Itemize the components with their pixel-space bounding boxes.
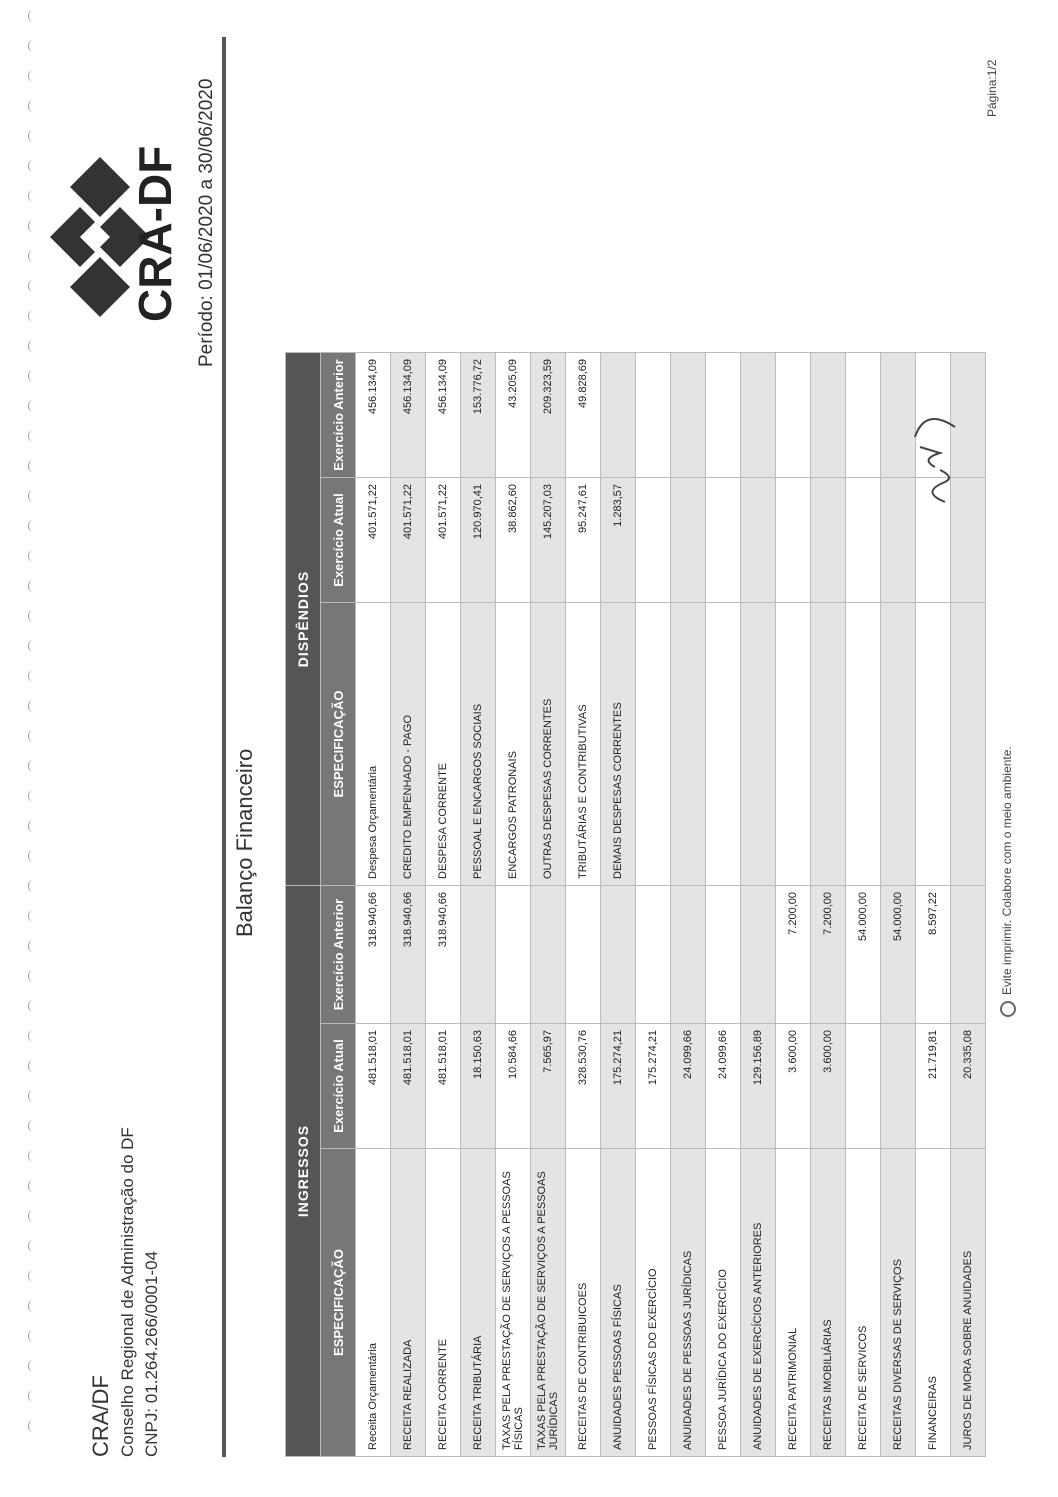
- eco-footer: [1000, 746, 1016, 1017]
- row-value: 95.247,61: [566, 478, 601, 603]
- col-especificacao-out: ESPECIFICAÇÃO: [321, 603, 356, 886]
- row-value: [496, 886, 531, 1024]
- row-value: [706, 886, 741, 1024]
- row-value: [601, 886, 636, 1024]
- col-anterior-in: Exercício Anterior: [321, 886, 356, 1024]
- row-value: [636, 886, 671, 1024]
- row-value: 1.283,57: [601, 478, 636, 603]
- period-label: Período: 01/06/2020 a 30/06/2020: [196, 78, 217, 367]
- row-value: [811, 353, 846, 478]
- header-divider: [222, 37, 226, 1457]
- row-value: [881, 1024, 916, 1149]
- table-row: [671, 353, 706, 1457]
- table-row: [531, 353, 566, 1457]
- org-short: CRA/DF: [88, 1375, 113, 1457]
- row-label: PESSOA JURÍDICA DO EXERCÍCIO: [706, 1149, 741, 1457]
- table-row: [496, 353, 531, 1457]
- table-row: [706, 353, 741, 1457]
- row-value: [706, 478, 741, 603]
- row-value: 481.518,01: [356, 1024, 391, 1149]
- row-value: 7.200,00: [811, 886, 846, 1024]
- row-label: Despesa Orçamentária: [356, 603, 391, 886]
- table-row: [461, 353, 496, 1457]
- row-value: 209.323,59: [531, 353, 566, 478]
- row-value: 456.134,09: [391, 353, 426, 478]
- row-label: [776, 603, 811, 886]
- row-label: CREDITO EMPENHADO - PAGO: [391, 603, 426, 886]
- row-value: [601, 353, 636, 478]
- row-label: [671, 603, 706, 886]
- row-label: [881, 603, 916, 886]
- row-value: 43.205,09: [496, 353, 531, 478]
- row-value: 318.940,66: [356, 886, 391, 1024]
- col-especificacao-in: ESPECIFICAÇÃO: [321, 1149, 356, 1457]
- row-value: 401.571,22: [426, 478, 461, 603]
- row-label: RECEITAS DE CONTRIBUICOES: [566, 1149, 601, 1457]
- row-label: [916, 603, 951, 886]
- row-value: [741, 478, 776, 603]
- org-cnpj: CNPJ: 01.264.266/0001-04: [142, 1250, 161, 1457]
- table-row: [356, 353, 391, 1457]
- row-value: 3.600,00: [811, 1024, 846, 1149]
- page-title: Balanço Financeiro: [232, 748, 257, 937]
- row-label: JUROS DE MORA SOBRE ANUIDADES: [951, 1149, 986, 1457]
- row-value: 120.970,41: [461, 478, 496, 603]
- row-label: RECEITAS DIVERSAS DE SERVIÇOS: [881, 1149, 916, 1457]
- row-value: [846, 1024, 881, 1149]
- row-value: 38.862,60: [496, 478, 531, 603]
- row-value: 10.584,66: [496, 1024, 531, 1149]
- org-name: Conselho Regional de Administração do DF: [118, 1127, 137, 1457]
- table-row: [391, 353, 426, 1457]
- header-left: [88, 1127, 162, 1457]
- row-label: Receita Orçamentária: [356, 1149, 391, 1457]
- table-row: [426, 353, 461, 1457]
- row-label: [741, 603, 776, 886]
- table-row: [566, 353, 601, 1457]
- table-row: [741, 353, 776, 1457]
- logo-text: CRA-DF: [129, 145, 181, 322]
- row-label: TAXAS PELA PRESTAÇÃO DE SERVIÇOS A PESSOAS JURÍDICAS: [531, 1149, 566, 1457]
- row-label: RECEITA CORRENTE: [426, 1149, 461, 1457]
- row-value: [846, 478, 881, 603]
- row-label: RECEITA REALIZADA: [391, 1149, 426, 1457]
- table-row: [601, 353, 636, 1457]
- table-row: [636, 353, 671, 1457]
- table-body: [356, 353, 986, 1457]
- table-row: [951, 353, 986, 1457]
- row-value: 456.134,09: [426, 353, 461, 478]
- row-value: [531, 886, 566, 1024]
- row-label: RECEITA DE SERVICOS: [846, 1149, 881, 1457]
- row-value: [706, 353, 741, 478]
- page-number: Página:1/2: [985, 59, 999, 117]
- row-value: 7.200,00: [776, 886, 811, 1024]
- row-label: DEMAIS DESPESAS CORRENTES: [601, 603, 636, 886]
- row-value: 175.274,21: [601, 1024, 636, 1149]
- row-value: 153.776,72: [461, 353, 496, 478]
- row-label: RECEITA PATRIMONIAL: [776, 1149, 811, 1457]
- row-label: RECEITAS IMOBILIÁRIAS: [811, 1149, 846, 1457]
- row-label: ANUIDADES DE PESSOAS JURÍDICAS: [671, 1149, 706, 1457]
- row-value: 481.518,01: [426, 1024, 461, 1149]
- row-value: 175.274,21: [636, 1024, 671, 1149]
- row-value: [776, 478, 811, 603]
- column-header-row: [321, 353, 356, 1457]
- row-label: ANUIDADES DE EXERCÍCIOS ANTERIORES: [741, 1149, 776, 1457]
- row-label: ENCARGOS PATRONAIS: [496, 603, 531, 886]
- row-value: 18.150,63: [461, 1024, 496, 1149]
- row-value: [566, 886, 601, 1024]
- row-value: 318.940,66: [426, 886, 461, 1024]
- table-row: [776, 353, 811, 1457]
- row-label: OUTRAS DESPESAS CORRENTES: [531, 603, 566, 886]
- row-label: TAXAS PELA PRESTAÇÃO DE SERVIÇOS A PESSOAS FÍSICAS: [496, 1149, 531, 1457]
- row-value: [461, 886, 496, 1024]
- row-label: [636, 603, 671, 886]
- balance-table: [285, 352, 986, 1457]
- row-label: PESSOAS FÍSICAS DO EXERCÍCIO: [636, 1149, 671, 1457]
- table-row: [811, 353, 846, 1457]
- row-value: 20.335,08: [951, 1024, 986, 1149]
- row-value: [951, 886, 986, 1024]
- row-label: [811, 603, 846, 886]
- row-value: [846, 353, 881, 478]
- eco-note: Evite imprimir. Colabore com o meio ambiente.: [1000, 746, 1015, 995]
- row-label: [706, 603, 741, 886]
- row-value: 318.940,66: [391, 886, 426, 1024]
- row-value: [776, 353, 811, 478]
- row-value: 8.597,22: [916, 886, 951, 1024]
- row-label: ANUIDADES PESSOAS FÍSICAS: [601, 1149, 636, 1457]
- row-value: [636, 478, 671, 603]
- row-value: 24.099,66: [671, 1024, 706, 1149]
- row-value: 24.099,66: [706, 1024, 741, 1149]
- recycle-icon: [1000, 1001, 1016, 1017]
- table-row: [881, 353, 916, 1457]
- row-value: 401.571,22: [356, 478, 391, 603]
- section-header-row: [286, 353, 321, 1457]
- row-label: PESSOAL E ENCARGOS SOCIAIS: [461, 603, 496, 886]
- table-row: [916, 353, 951, 1457]
- row-value: [671, 478, 706, 603]
- row-label: FINANCEIRAS: [916, 1149, 951, 1457]
- row-value: 54.000,00: [846, 886, 881, 1024]
- row-value: [636, 353, 671, 478]
- signature-icon: [905, 397, 965, 507]
- row-label: [951, 603, 986, 886]
- row-label: DESPESA CORRENTE: [426, 603, 461, 886]
- col-anterior-out: Exercício Anterior: [321, 353, 356, 478]
- col-atual-out: Exercício Atual: [321, 478, 356, 603]
- row-value: 129.156,89: [741, 1024, 776, 1149]
- row-value: [741, 886, 776, 1024]
- row-value: [811, 478, 846, 603]
- row-value: 7.565,97: [531, 1024, 566, 1149]
- row-value: 21.719,81: [916, 1024, 951, 1149]
- row-label: TRIBUTÁRIAS E CONTRIBUTIVAS: [566, 603, 601, 886]
- row-value: [671, 353, 706, 478]
- row-value: 49.828,69: [566, 353, 601, 478]
- row-value: 54.000,00: [881, 886, 916, 1024]
- row-value: [671, 886, 706, 1024]
- table-row: [846, 353, 881, 1457]
- row-value: 401.571,22: [391, 478, 426, 603]
- row-value: 3.600,00: [776, 1024, 811, 1149]
- section-dispendios: DISPÊNDIOS: [286, 353, 321, 886]
- section-ingressos: INGRESSOS: [286, 886, 321, 1457]
- row-value: 456.134,09: [356, 353, 391, 478]
- row-value: 481.518,01: [391, 1024, 426, 1149]
- row-label: RECEITA TRIBUTÁRIA: [461, 1149, 496, 1457]
- row-label: [846, 603, 881, 886]
- row-value: [741, 353, 776, 478]
- row-value: 328.530,76: [566, 1024, 601, 1149]
- row-value: 145.207,03: [531, 478, 566, 603]
- col-atual-in: Exercício Atual: [321, 1024, 356, 1149]
